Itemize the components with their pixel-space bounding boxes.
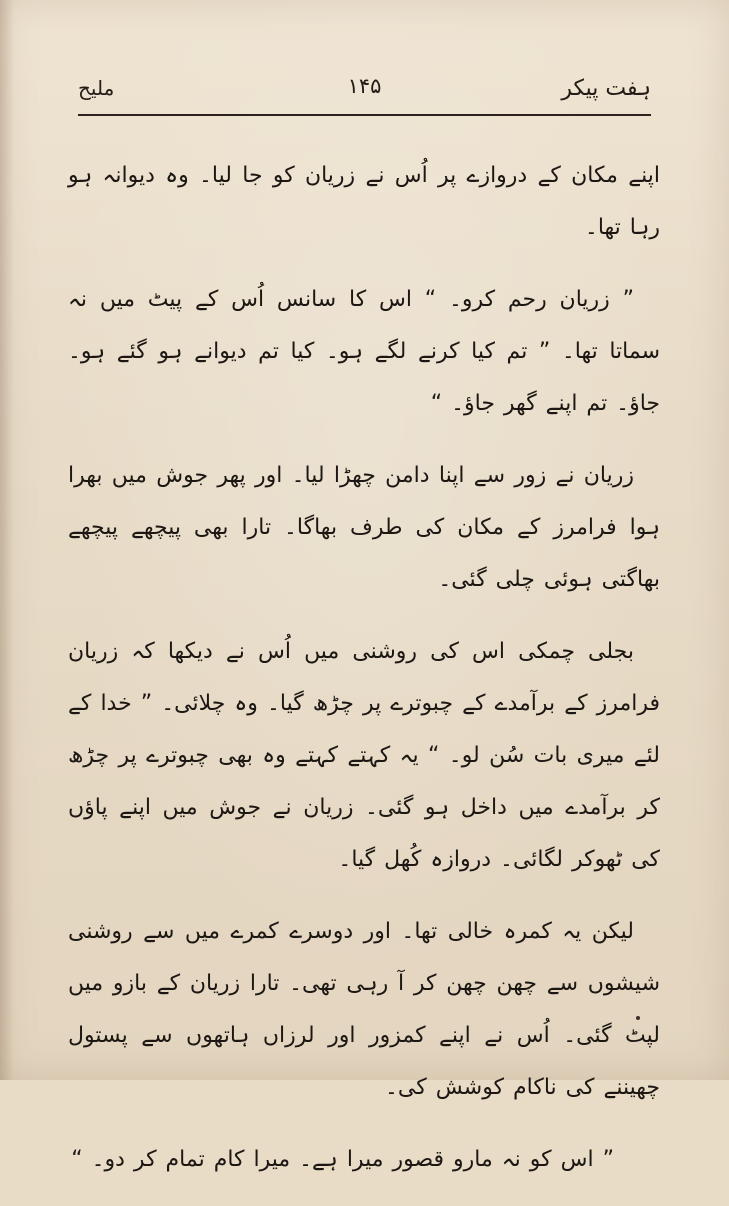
paragraph: ” اس کو نہ مارو قصور میرا ہے۔ میرا کام تمام کر دو۔ “ (71, 1147, 614, 1172)
page-number: ۱۴۵ (347, 74, 382, 98)
paragraph: ” زریان رحم کرو۔ “ اس کا سانس اُس کے پیٹ میں نہ سماتا تھا۔ ” تم کیا کرنے لگے ہو۔ کیا تم دیوانے ہو گئے ہو۔ جاؤ۔ تم اپنے گھر جاؤ۔ “ (68, 287, 660, 416)
ink-speck (636, 1016, 640, 1020)
book-title: ہفت پیکر (561, 76, 651, 101)
header-rule (78, 114, 651, 116)
body-text (68, 150, 660, 1206)
running-head-mark: ملیح (78, 76, 115, 100)
paragraph: زریان نے زور سے اپنا دامن چھڑا لیا۔ اور پھر جوش میں بھرا ہوا فرامرز کے مکان کی طرف بھاگا۔ تارا بھی پیچھے پیچھے بھاگتی ہوئی چلی گئی۔ (68, 463, 660, 592)
paragraph: اپنے مکان کے دروازے پر اُس نے زریان کو جا لیا۔ وہ دیوانہ ہو رہا تھا۔ (68, 163, 660, 240)
paragraph: بجلی چمکی اس کی روشنی میں اُس نے دیکھا کہ زریان فرامرز کے برآمدے کے چبوترے پر چڑھ گیا۔ وہ چلائی۔ ” خدا کے لئے میری بات سُن لو۔ “ یہ کہتے کہتے وہ بھی چبوترے پر چڑھ کر برآمدے میں داخل ہو گئی۔ زریان نے جوش میں اپنے پاؤں کی ٹھوکر لگائی۔ دروازہ کُھل گیا۔ (68, 639, 660, 872)
running-head (78, 72, 651, 108)
paragraph: لیکن یہ کمرہ خالی تھا۔ اور دوسرے کمرے میں سے روشنی شیشوں سے چھن چھن کر آ رہی تھی۔ تارا زریان کے بازو میں لپٹ گئی۔ اُس نے اپنے کمزور اور لرزاں ہاتھوں سے پستول چھیننے کی ناکام کوشش کی۔ (68, 919, 660, 1100)
